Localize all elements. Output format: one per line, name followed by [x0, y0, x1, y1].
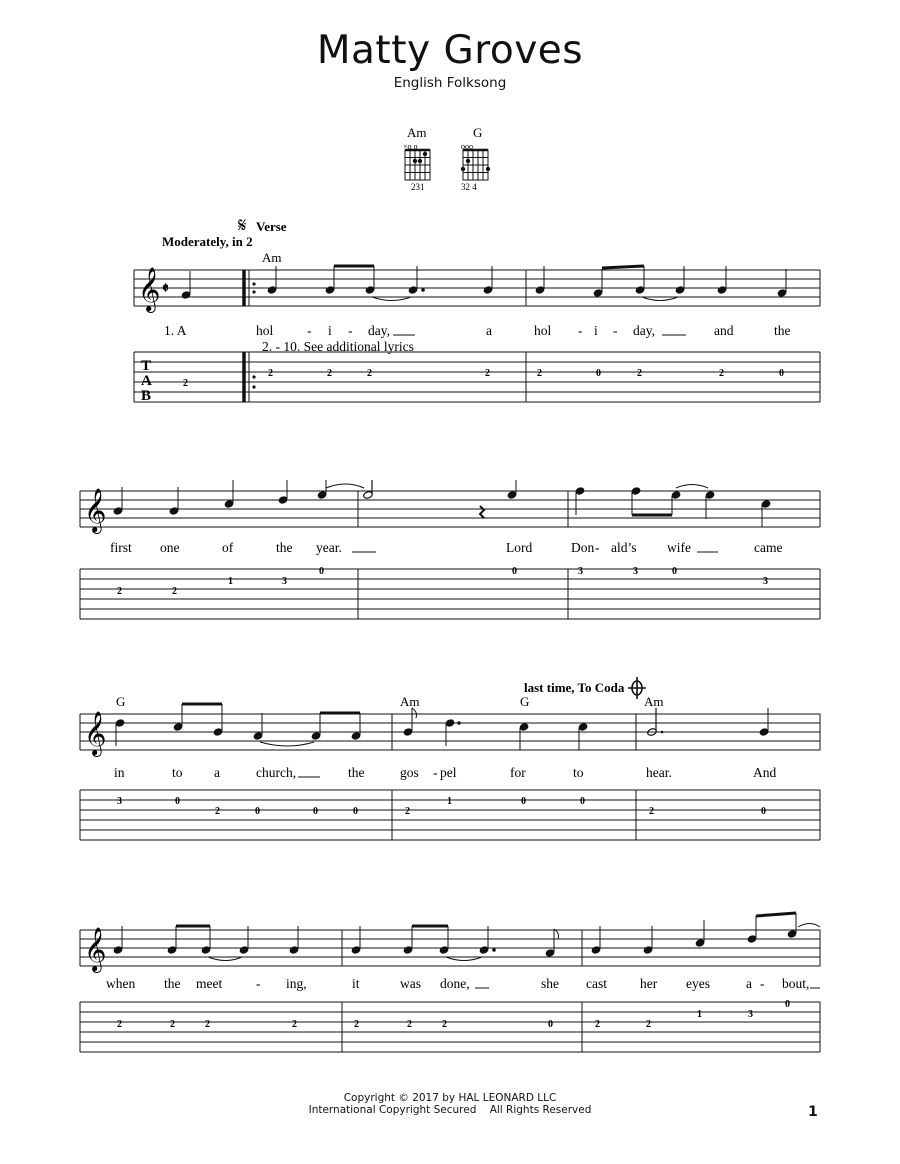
svg-text:first: first [110, 540, 132, 555]
svg-text:1: 1 [697, 1009, 702, 1020]
svg-text:to: to [573, 765, 584, 780]
svg-text:ald’s: ald’s [611, 540, 637, 555]
svg-text:the: the [276, 540, 293, 555]
treble-clef: 𝄞 [84, 490, 107, 532]
svg-text:bout,: bout, [782, 976, 810, 991]
page-number: 1 [808, 1104, 818, 1120]
svg-text:-: - [256, 976, 261, 991]
lyrics-line-1 [106, 976, 809, 991]
svg-text:i: i [594, 323, 598, 338]
chord-fingering-am: 231 [411, 182, 425, 192]
svg-text:came: came [754, 540, 783, 555]
svg-text:2: 2 [646, 1019, 651, 1030]
copyright-line-1: Copyright © 2017 by HAL LEONARD LLC [343, 1092, 557, 1104]
cut-time-signature: 𝄵 [162, 281, 169, 297]
svg-text:2: 2 [719, 368, 724, 379]
chord-top-marks-am: ×o o [403, 142, 418, 151]
svg-text:gos: gos [400, 765, 419, 780]
svg-text:her: her [640, 976, 658, 991]
svg-text:pel: pel [440, 765, 457, 780]
tab-numbers [117, 566, 768, 597]
svg-text:was: was [400, 976, 421, 991]
svg-text:0: 0 [255, 806, 260, 817]
svg-text:and: and [714, 323, 734, 338]
song-title: Matty Groves [316, 28, 584, 73]
svg-text:2: 2 [485, 368, 490, 379]
svg-text:2: 2 [117, 586, 122, 597]
chord-symbols [116, 694, 664, 709]
lyrics-line-1 [110, 540, 782, 555]
svg-text:2: 2 [170, 1019, 175, 1030]
svg-text:3: 3 [282, 576, 287, 587]
svg-text:2: 2 [537, 368, 542, 379]
svg-text:to: to [172, 765, 183, 780]
svg-text:2: 2 [442, 1019, 447, 1030]
svg-text:0: 0 [353, 806, 358, 817]
svg-text:2: 2 [407, 1019, 412, 1030]
svg-text:the: the [348, 765, 365, 780]
svg-text:for: for [510, 765, 526, 780]
svg-text:3: 3 [117, 796, 122, 807]
copyright-notice [0, 1092, 900, 1116]
svg-text:when: when [106, 976, 136, 991]
section-label: Verse [256, 219, 287, 234]
svg-text:done,: done, [440, 976, 470, 991]
svg-text:she: she [541, 976, 559, 991]
svg-text:0: 0 [761, 806, 766, 817]
svg-text:in: in [114, 765, 125, 780]
svg-text:year.: year. [316, 540, 342, 555]
copyright-line-2: International Copyright Secured All Rights Reserved [308, 1104, 592, 1116]
svg-text:0: 0 [521, 796, 526, 807]
chord-symbol: Am [262, 250, 282, 265]
svg-text:hear.: hear. [646, 765, 672, 780]
system-3 [0, 672, 900, 842]
svg-text:2: 2 [292, 1019, 297, 1030]
svg-text:B: B [141, 388, 152, 404]
svg-text:2: 2 [117, 1019, 122, 1030]
svg-text:-: - [613, 323, 618, 338]
svg-text:a: a [746, 976, 752, 991]
svg-text:2: 2 [405, 806, 410, 817]
svg-text:0: 0 [580, 796, 585, 807]
svg-text:2: 2 [354, 1019, 359, 1030]
svg-text:0: 0 [672, 566, 677, 577]
svg-text:one: one [160, 540, 180, 555]
svg-text:day,: day, [633, 323, 655, 338]
chord-name-am: Am [407, 125, 427, 140]
svg-text:2: 2 [649, 806, 654, 817]
svg-text:wife: wife [667, 540, 691, 555]
svg-text:1: 1 [228, 576, 233, 587]
svg-text:-: - [433, 765, 438, 780]
svg-text:2: 2 [268, 368, 273, 379]
svg-text:hol: hol [256, 323, 274, 338]
svg-text:the: the [774, 323, 791, 338]
svg-text:0: 0 [175, 796, 180, 807]
svg-text:-: - [307, 323, 312, 338]
svg-text:it: it [352, 976, 360, 991]
svg-text:T: T [141, 358, 152, 374]
svg-text:2: 2 [367, 368, 372, 379]
svg-text:2: 2 [595, 1019, 600, 1030]
system-2 [0, 480, 900, 630]
treble-clef: 𝄞 [84, 929, 107, 971]
svg-text:meet: meet [196, 976, 223, 991]
svg-text:church,: church, [256, 765, 297, 780]
svg-text:2: 2 [183, 378, 188, 389]
svg-text:0: 0 [548, 1019, 553, 1030]
treble-clef: 𝄞 [84, 713, 107, 755]
lyrics-line-1 [164, 323, 791, 338]
tab-numbers [183, 368, 784, 389]
svg-text:2: 2 [637, 368, 642, 379]
chord-name-g: G [473, 125, 483, 140]
svg-text:i: i [328, 323, 332, 338]
svg-text:3: 3 [748, 1009, 753, 1020]
svg-text:0: 0 [779, 368, 784, 379]
svg-text:3: 3 [633, 566, 638, 577]
svg-text:G: G [520, 694, 530, 709]
svg-text:-: - [760, 976, 765, 991]
svg-text:Don: Don [571, 540, 595, 555]
svg-text:a: a [486, 323, 492, 338]
svg-text:eyes: eyes [686, 976, 710, 991]
tempo-marking: Moderately, in 2 [162, 234, 253, 249]
svg-text:2: 2 [172, 586, 177, 597]
svg-text:0: 0 [319, 566, 324, 577]
svg-text:ing,: ing, [286, 976, 307, 991]
svg-text:0: 0 [785, 999, 790, 1010]
system-1 [0, 210, 900, 410]
svg-text:And: And [753, 765, 777, 780]
svg-text:of: of [222, 540, 234, 555]
tab-numbers [117, 796, 766, 817]
svg-text:the: the [164, 976, 181, 991]
chord-fingering-g: 32 4 [461, 182, 477, 192]
svg-text:3: 3 [578, 566, 583, 577]
svg-text:Am: Am [644, 694, 664, 709]
svg-text:a: a [214, 765, 220, 780]
svg-text:0: 0 [512, 566, 517, 577]
svg-text:hol: hol [534, 323, 552, 338]
lyrics-line-2: 2. - 10. See additional lyrics [262, 339, 414, 354]
svg-text:Am: Am [400, 694, 420, 709]
svg-text:1: 1 [447, 796, 452, 807]
svg-text:A: A [141, 373, 152, 389]
chord-diagrams [395, 122, 505, 194]
svg-text:G: G [116, 694, 126, 709]
svg-text:Lord: Lord [506, 540, 533, 555]
segno-sign: 𝄋 [238, 215, 247, 237]
treble-clef: 𝄞 [138, 269, 161, 311]
tab-clef [141, 358, 152, 404]
chord-diagram-g [461, 125, 490, 192]
svg-text:day,: day, [368, 323, 390, 338]
svg-text:-: - [595, 540, 600, 555]
chord-top-marks-g: ooo [461, 142, 473, 151]
svg-text:cast: cast [586, 976, 607, 991]
svg-text:2: 2 [327, 368, 332, 379]
tab-numbers [117, 999, 790, 1030]
svg-text:-: - [578, 323, 583, 338]
chord-diagram-am [403, 125, 430, 192]
svg-text:-: - [348, 323, 353, 338]
song-subtitle: English Folksong [393, 75, 507, 91]
svg-text:2: 2 [205, 1019, 210, 1030]
svg-text:0: 0 [313, 806, 318, 817]
svg-text:1. A: 1. A [164, 323, 187, 338]
svg-text:3: 3 [763, 576, 768, 587]
lyrics-line-1 [114, 765, 776, 780]
system-4 [0, 908, 900, 1058]
coda-instruction: last time, To Coda [524, 680, 625, 695]
svg-text:2: 2 [215, 806, 220, 817]
svg-text:0: 0 [596, 368, 601, 379]
